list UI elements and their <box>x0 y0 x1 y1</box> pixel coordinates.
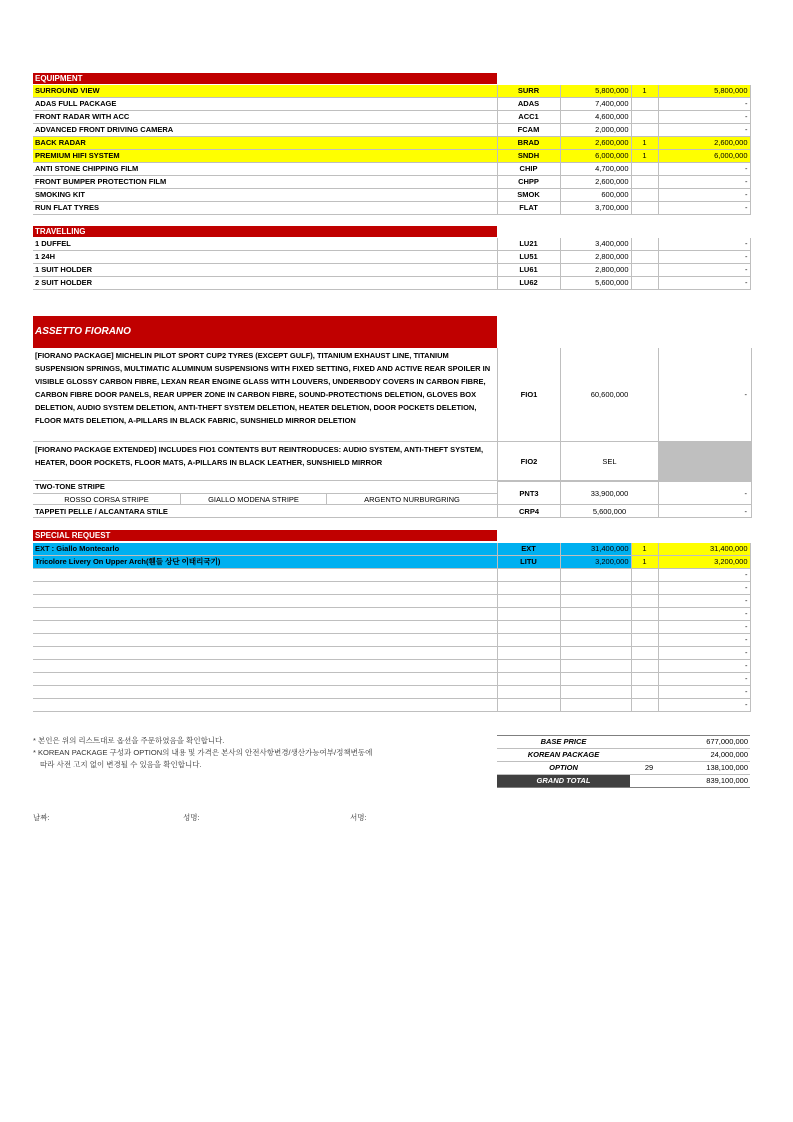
item-price: 4,600,000 <box>560 111 631 124</box>
empty-row <box>33 673 750 686</box>
empty-cell <box>497 608 560 621</box>
fio1-price: 60,600,000 <box>560 348 658 442</box>
item-total: - <box>658 238 750 251</box>
travelling-table <box>33 238 751 290</box>
item-price: 2,600,000 <box>560 176 631 189</box>
option-label: OPTION <box>549 763 578 772</box>
empty-cell <box>33 686 497 699</box>
item-price: 3,700,000 <box>560 202 631 215</box>
summary-korean-row <box>497 749 750 762</box>
pnt3-code: PNT3 <box>497 481 560 505</box>
item-price: 6,000,000 <box>560 150 631 163</box>
item-total: 3,200,000 <box>658 556 750 569</box>
empty-row <box>33 608 750 621</box>
base-price-value: 677,000,000 <box>706 737 748 746</box>
base-price-label: BASE PRICE <box>540 737 587 746</box>
empty-cell <box>560 634 631 647</box>
table-row <box>33 111 750 124</box>
item-name: PREMIUM HIFI SYSTEM <box>33 150 497 163</box>
item-total: - <box>658 98 750 111</box>
table-row <box>33 137 750 150</box>
item-name: 2 SUIT HOLDER <box>33 277 497 290</box>
summary-grand-row <box>497 775 750 788</box>
crp4-name: TAPPETI PELLE / ALCANTARA STILE <box>33 505 497 518</box>
pnt3-total: - <box>658 481 752 505</box>
item-code: LU62 <box>497 277 560 290</box>
empty-row <box>33 647 750 660</box>
empty-cell <box>631 608 658 621</box>
empty-cell <box>497 699 560 712</box>
empty-cell <box>33 621 497 634</box>
empty-row <box>33 634 750 647</box>
item-total: 6,000,000 <box>658 150 750 163</box>
note-korean-package-cont: 따라 사전 고지 없이 변경될 수 있음을 확인합니다. <box>40 760 202 769</box>
item-price: 5,800,000 <box>560 85 631 98</box>
fiorano-header: ASSETTO FIORANO <box>33 316 497 348</box>
item-code: LU21 <box>497 238 560 251</box>
fio1-description: [FIORANO PACKAGE] MICHELIN PILOT SPORT CUP2 TYRES (EXCEPT GULF), TITANIUM EXHAUST LINE, TITANIUM SUSPENSION SPRINGS, MULTIMATIC ALUMINUM SUSPENSIONS WITH FIXED SETTING, FIXED AND ACTIVE REAR SPOILER IN VISIBLE GLOSSY CARBON FIBRE, LEXAN REAR ENGINE GLASS WITH LOUVERS, UNDERBODY COVERS IN CARBON FIBRE, CARBON FIBRE DOOR PANELS, REAR UPPER ZONE IN CARBON FIBRE, SOUND-PROTECTIONS DELETION, GLOVES BOX DELETION, AUDIO SYSTEM DELETION, ANTI-THEFT SYSTEM DELETION, HEATER DELETION, DOOR POCKETS DELETION, FLOOR MATS DELETION, A-PILLARS IN BLACK FABRIC, SUNSHIELD MIRROR DELETION <box>33 348 497 442</box>
empty-cell <box>33 569 497 582</box>
empty-cell <box>33 699 497 712</box>
empty-cell <box>497 673 560 686</box>
empty-cell <box>631 686 658 699</box>
empty-cell <box>497 634 560 647</box>
item-total: - <box>658 595 750 608</box>
item-total: - <box>658 251 750 264</box>
item-total: - <box>658 111 750 124</box>
item-code: BRAD <box>497 137 560 150</box>
empty-cell <box>497 569 560 582</box>
item-total: - <box>658 699 750 712</box>
korean-package-value: 24,000,000 <box>710 750 748 759</box>
table-row <box>33 251 750 264</box>
empty-row <box>33 621 750 634</box>
grand-total-value: 839,100,000 <box>706 776 748 785</box>
table-row <box>33 85 750 98</box>
option-value: 138,100,000 <box>706 763 748 772</box>
item-name: 1 DUFFEL <box>33 238 497 251</box>
empty-cell <box>560 595 631 608</box>
empty-cell <box>560 660 631 673</box>
empty-cell <box>631 595 658 608</box>
item-qty: 1 <box>631 137 658 150</box>
empty-cell <box>631 634 658 647</box>
empty-row <box>33 699 750 712</box>
table-row <box>33 176 750 189</box>
item-qty <box>631 98 658 111</box>
item-total: - <box>658 277 750 290</box>
item-price: 3,400,000 <box>560 238 631 251</box>
item-price: 600,000 <box>560 189 631 202</box>
item-code: SNDH <box>497 150 560 163</box>
item-total: 2,600,000 <box>658 137 750 150</box>
summary-table <box>497 735 750 788</box>
pnt3-option: ARGENTO NURBURGRING <box>327 493 497 505</box>
fio2-description: [FIORANO PACKAGE EXTENDED] INCLUDES FIO1 CONTENTS BUT REINTRODUCES: AUDIO SYSTEM, ANTI-THEFT SYSTEM, HEATER, DOOR POCKETS, FLOOR MATS, A-PILLARS IN BLACK LEATHER, SUNSHIELD MIRROR <box>33 442 497 481</box>
empty-cell <box>631 660 658 673</box>
item-qty <box>631 124 658 137</box>
item-price: 5,600,000 <box>560 277 631 290</box>
item-code: ACC1 <box>497 111 560 124</box>
table-row <box>33 189 750 202</box>
item-qty <box>631 264 658 277</box>
table-row <box>33 150 750 163</box>
item-name: ANTI STONE CHIPPING FILM <box>33 163 497 176</box>
crp4-code: CRP4 <box>497 505 560 518</box>
empty-cell <box>33 660 497 673</box>
pnt3-option: GIALLO MODENA STRIPE <box>181 493 327 505</box>
item-code: SURR <box>497 85 560 98</box>
empty-cell <box>560 608 631 621</box>
item-price: 7,400,000 <box>560 98 631 111</box>
item-qty <box>631 111 658 124</box>
table-row <box>33 556 750 569</box>
empty-cell <box>33 582 497 595</box>
korean-package-label: KOREAN PACKAGE <box>527 750 600 759</box>
item-code: LU61 <box>497 264 560 277</box>
item-total: - <box>658 621 750 634</box>
item-total: - <box>658 686 750 699</box>
empty-row <box>33 686 750 699</box>
empty-cell <box>33 595 497 608</box>
item-name: SURROUND VIEW <box>33 85 497 98</box>
empty-cell <box>631 673 658 686</box>
empty-cell <box>33 673 497 686</box>
item-total: - <box>658 176 750 189</box>
item-name: 1 24H <box>33 251 497 264</box>
item-qty <box>631 176 658 189</box>
pnt3-option: ROSSO CORSA STRIPE <box>33 493 181 505</box>
item-total: - <box>658 569 750 582</box>
option-count: 29 <box>644 763 654 772</box>
item-total: - <box>658 608 750 621</box>
item-price: 2,800,000 <box>560 264 631 277</box>
item-qty <box>631 189 658 202</box>
item-total: - <box>658 582 750 595</box>
special-table <box>33 543 751 712</box>
table-row <box>33 238 750 251</box>
item-total: - <box>658 202 750 215</box>
empty-cell <box>497 647 560 660</box>
item-total: - <box>658 660 750 673</box>
item-name: FRONT BUMPER PROTECTION FILM <box>33 176 497 189</box>
item-total: - <box>658 189 750 202</box>
item-code: CHIP <box>497 163 560 176</box>
item-price: 3,200,000 <box>560 556 631 569</box>
equipment-table <box>33 85 751 215</box>
item-name: EXT : Giallo Montecarlo <box>33 543 497 556</box>
empty-cell <box>497 595 560 608</box>
item-name: RUN FLAT TYRES <box>33 202 497 215</box>
table-row <box>33 277 750 290</box>
empty-cell <box>497 582 560 595</box>
item-qty <box>631 163 658 176</box>
fio1-total: - <box>658 348 752 442</box>
empty-cell <box>560 582 631 595</box>
item-name: FRONT RADAR WITH ACC <box>33 111 497 124</box>
item-price: 2,000,000 <box>560 124 631 137</box>
empty-cell <box>560 621 631 634</box>
table-row <box>33 98 750 111</box>
equipment-header: EQUIPMENT <box>33 73 497 84</box>
empty-cell <box>497 686 560 699</box>
empty-cell <box>631 621 658 634</box>
empty-row <box>33 582 750 595</box>
item-total: - <box>658 647 750 660</box>
empty-cell <box>33 634 497 647</box>
empty-cell <box>560 686 631 699</box>
item-name: ADVANCED FRONT DRIVING CAMERA <box>33 124 497 137</box>
item-price: 31,400,000 <box>560 543 631 556</box>
item-qty: 1 <box>631 85 658 98</box>
empty-cell <box>497 621 560 634</box>
grand-total-label: GRAND TOTAL <box>497 775 630 788</box>
item-code: EXT <box>497 543 560 556</box>
item-name: 1 SUIT HOLDER <box>33 264 497 277</box>
item-total: - <box>658 634 750 647</box>
item-total: 5,800,000 <box>658 85 750 98</box>
travelling-header: TRAVELLING <box>33 226 497 237</box>
item-code: FCAM <box>497 124 560 137</box>
item-name: ADAS FULL PACKAGE <box>33 98 497 111</box>
empty-cell <box>560 569 631 582</box>
item-qty <box>631 202 658 215</box>
item-qty <box>631 251 658 264</box>
table-row <box>33 124 750 137</box>
empty-cell <box>631 647 658 660</box>
item-qty: 1 <box>631 556 658 569</box>
item-price: 2,600,000 <box>560 137 631 150</box>
fio2-price: SEL <box>560 442 658 481</box>
empty-row <box>33 569 750 582</box>
item-code: CHPP <box>497 176 560 189</box>
table-row <box>33 202 750 215</box>
date-label: 날짜: <box>33 813 50 822</box>
table-row <box>33 264 750 277</box>
item-qty <box>631 277 658 290</box>
pnt3-price: 33,900,000 <box>560 481 658 505</box>
pnt3-name: TWO-TONE STRIPE <box>35 482 105 491</box>
item-price: 4,700,000 <box>560 163 631 176</box>
fio2-total-gray <box>658 442 752 481</box>
crp4-price: 5,600,000 <box>560 505 658 518</box>
item-name: BACK RADAR <box>33 137 497 150</box>
empty-row <box>33 595 750 608</box>
item-total: - <box>658 673 750 686</box>
special-header: SPECIAL REQUEST <box>33 530 497 541</box>
empty-cell <box>560 699 631 712</box>
fio2-code: FIO2 <box>497 442 560 481</box>
empty-row <box>33 660 750 673</box>
empty-cell <box>560 647 631 660</box>
table-row <box>33 543 750 556</box>
empty-cell <box>560 673 631 686</box>
signature-label: 서명: <box>350 813 367 822</box>
item-qty: 1 <box>631 543 658 556</box>
summary-base-row <box>497 736 750 749</box>
item-qty: 1 <box>631 150 658 163</box>
note-confirm: * 본인은 위의 리스트대로 옵션을 주문하였음을 확인합니다. <box>33 736 225 745</box>
fio1-code: FIO1 <box>497 348 560 442</box>
item-name: SMOKING KIT <box>33 189 497 202</box>
empty-cell <box>33 608 497 621</box>
name-label: 성명: <box>183 813 200 822</box>
item-code: LITU <box>497 556 560 569</box>
empty-cell <box>631 699 658 712</box>
empty-cell <box>631 569 658 582</box>
item-code: ADAS <box>497 98 560 111</box>
item-code: SMOK <box>497 189 560 202</box>
item-code: LU51 <box>497 251 560 264</box>
empty-cell <box>497 660 560 673</box>
empty-cell <box>631 582 658 595</box>
item-total: - <box>658 163 750 176</box>
item-price: 2,800,000 <box>560 251 631 264</box>
empty-cell <box>33 647 497 660</box>
crp4-total: - <box>658 505 752 518</box>
table-row <box>33 163 750 176</box>
summary-option-row <box>497 762 750 775</box>
item-total: 31,400,000 <box>658 543 750 556</box>
note-korean-package: * KOREAN PACKAGE 구성과 OPTION의 내용 및 가격은 본사의 안전사항변경/생산가능여부/정책변동에 <box>33 748 373 757</box>
item-qty <box>631 238 658 251</box>
item-code: FLAT <box>497 202 560 215</box>
item-total: - <box>658 264 750 277</box>
item-total: - <box>658 124 750 137</box>
item-name: Tricolore Livery On Upper Arch(휀들 상단 이태리국기) <box>33 556 497 569</box>
